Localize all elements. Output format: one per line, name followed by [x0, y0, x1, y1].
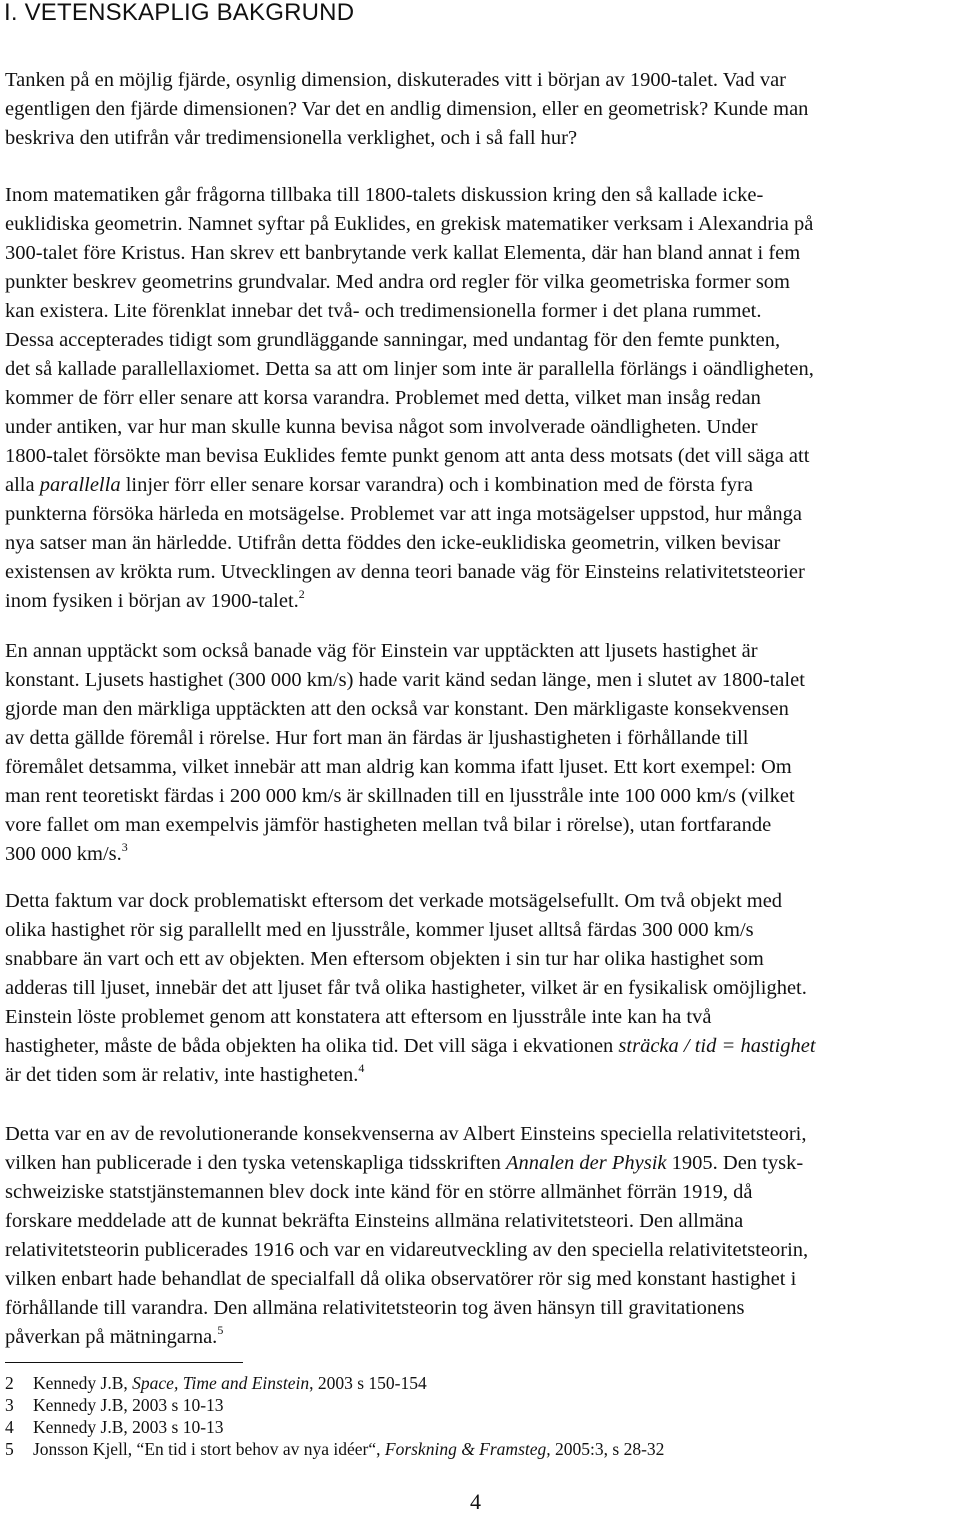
- text-line: Detta var en av de revolutionerande konsekvenserna av Albert Einsteins speciella relativitetsteori,: [5, 1123, 807, 1145]
- text-line: vilken enbart hade behandlat de specialfall då olika observatörer rör sig med konstant hastighet i: [5, 1268, 797, 1290]
- text-line: nya satser man än härledde. Utifrån detta föddes den icke-euklidiska geometrin, vilken bevisar: [5, 532, 781, 554]
- footnote-number: 3: [5, 1395, 14, 1415]
- paragraph-2: [5, 181, 955, 616]
- text-line: 1800-talet försökte man bevisa Euklides femte punkt genom att anta dess motsats (det vill säga att: [5, 445, 810, 467]
- footnote-item: 4 Kennedy J.B, 2003 s 10-13: [5, 1417, 224, 1437]
- footnote-number: 5: [5, 1439, 14, 1459]
- footnotes: [5, 1372, 664, 1460]
- text-line: är det tiden som är relativ, inte hastigheten.$^4$: [5, 1061, 365, 1086]
- text-line: punkter beskrev geometrins grundvalar. Med andra ord regler för vilka geometriska former som: [5, 271, 791, 293]
- text-line: egentligen den fjärde dimensionen? Var det en andlig dimension, eller en geometrisk? Kunde man: [5, 98, 809, 120]
- text-line: alla parallella linjer förr eller senare korsar varandra) och i kombination med de första fyra: [5, 474, 753, 496]
- text-line: förhållande till varandra. Den allmäna relativitetsteorin tog även hänsyn till gravitationens: [5, 1297, 745, 1319]
- text-line: Einstein löste problemet genom att konstatera att eftersom en ljusstråle inte kan ha två: [5, 1006, 712, 1028]
- italic-text: parallella: [39, 474, 121, 496]
- footnote-reference: 3: [121, 840, 128, 854]
- italic-text: Annalen der Physik: [505, 1152, 667, 1174]
- text-line: existensen av krökta rum. Utvecklingen av denna teori banade väg för Einsteins relativitetsteorier: [5, 561, 805, 583]
- footnote-item: 5 Jonsson Kjell, “En tid i stort behov av nya idéer“, Forskning & Framsteg, 2005:3, s 28-32: [5, 1439, 665, 1459]
- paragraph-5: [5, 1120, 955, 1352]
- text-line: inom fysiken i början av 1900-talet.$^2$: [5, 587, 305, 612]
- text-line: gjorde man den märkliga upptäckten att den också var konstant. Den märkligaste konsekvensen: [5, 698, 789, 720]
- text-line: beskriva den utifrån vår tredimensionella verklighet, och i så fall hur?: [5, 127, 578, 149]
- footnote-item: 2 Kennedy J.B, Space, Time and Einstein, 2003 s 150-154: [5, 1373, 427, 1393]
- text-line: vore fallet om man exempelvis jämför hastigheten mellan två bilar i rörelse), utan fortfarande: [5, 814, 772, 836]
- text-line: av detta gällde föremål i rörelse. Hur fort man än färdas är ljushastigheten i förhållande till: [5, 727, 749, 749]
- text-line: olika hastighet rör sig parallellt med en ljusstråle, kommer ljuset alltså färdas 300 000 km/s: [5, 919, 754, 941]
- text-line: euklidiska geometrin. Namnet syftar på Euklides, en grekisk matematiker verksam i Alexandria på: [5, 213, 814, 235]
- text-line: forskare meddelade att de kunnat bekräfta Einsteins allmäna relativitetsteori. Den allmäna: [5, 1210, 744, 1232]
- footnote-reference: 4: [358, 1061, 365, 1075]
- italic-text: Forskning & Framsteg,: [384, 1439, 551, 1459]
- paragraph-4: [5, 887, 955, 1090]
- text-line: under antiken, var hur man skulle kunna bevisa något som involverade oändligheten. Under: [5, 416, 758, 438]
- text-line: föremålet detsamma, vilket innebär att man aldrig kan komma ifatt ljuset. Ett kort exempel: Om: [5, 756, 792, 778]
- page-number: 4: [470, 1489, 481, 1514]
- paragraph-3: [5, 637, 955, 869]
- text-line: konstant. Ljusets hastighet (300 000 km/s) hade varit känd sedan länge, men i slutet av 1800-talet: [5, 669, 805, 691]
- text-line: kommer de förr eller senare att korsa varandra. Problemet med detta, vilket man insåg redan: [5, 387, 761, 409]
- footnote-number: 2: [5, 1373, 14, 1393]
- text-line: 300 000 km/s.$^3$: [5, 840, 128, 865]
- text-line: relativitetsteorin publicerades 1916 och var en vidareutveckling av den speciella relativitetsteorin,: [5, 1239, 809, 1261]
- text-line: adderas till ljuset, innebär det att ljuset får två olika hastigheter, vilket är en fysikalisk omöjlighet.: [5, 977, 807, 999]
- footnote-item: 3 Kennedy J.B, 2003 s 10-13: [5, 1395, 224, 1415]
- text-line: punkterna försöka härleda en motsägelse. Problemet var att inga motsägelser uppstod, hur många: [5, 503, 802, 525]
- footnote-reference: 5: [217, 1323, 224, 1337]
- footnote-divider: [5, 1362, 243, 1363]
- text-line: det så kallade parallellaxiomet. Detta sa att om linjer som inte är parallella förlängs i oändligheten,: [5, 358, 814, 380]
- text-line: 300-talet före Kristus. Han skrev ett banbrytande verk kallat Elementa, där han bland annat i fem: [5, 242, 801, 264]
- text-line: Inom matematiken går frågorna tillbaka till 1800-talets diskussion kring den så kallade icke-: [5, 184, 764, 206]
- section-heading: I. VETENSKAPLIG BAKGRUND: [4, 0, 355, 26]
- text-line: påverkan på mätningarna.$^5$: [5, 1323, 224, 1348]
- paragraph-1: [5, 66, 955, 153]
- text-line: Dessa accepterades tidigt som grundläggande sanningar, med undantag för den femte punkten,: [5, 329, 781, 351]
- footnote-number: 4: [5, 1417, 14, 1437]
- text-line: hastigheter, måste de båda objekten ha olika tid. Det vill säga i ekvationen sträcka / tid = hastighet: [5, 1035, 816, 1057]
- text-line: schweiziske statstjänstemannen blev dock inte känd för en större allmänhet förrän 1919, då: [5, 1181, 753, 1203]
- text-line: vilken han publicerade i den tyska vetenskapliga tidsskriften Annalen der Physik 1905. Den tysk-: [5, 1152, 804, 1174]
- text-line: Detta faktum var dock problematiskt eftersom det verkade motsägelsefullt. Om två objekt med: [5, 890, 783, 912]
- text-line: snabbare än vart och ett av objekten. Men eftersom objekten i sin tur har olika hastighet som: [5, 948, 764, 970]
- italic-text: Space, Time and Einstein: [132, 1373, 310, 1393]
- text-line: En annan upptäckt som också banade väg för Einstein var upptäckten att ljusets hastighet är: [5, 640, 758, 662]
- text-line: kan existera. Lite förenklat innebar det två- och tredimensionella former i det plana rummet.: [5, 300, 762, 322]
- text-line: Tanken på en möjlig fjärde, osynlig dimension, diskuterades vitt i början av 1900-talet. Vad var: [5, 69, 786, 91]
- text-line: man rent teoretiskt färdas i 200 000 km/s är skillnaden till en ljusstråle inte 100 000 km/s (vilket: [5, 785, 795, 807]
- footnote-reference: 2: [298, 587, 305, 601]
- italic-text: sträcka / tid = hastighet: [618, 1035, 816, 1057]
